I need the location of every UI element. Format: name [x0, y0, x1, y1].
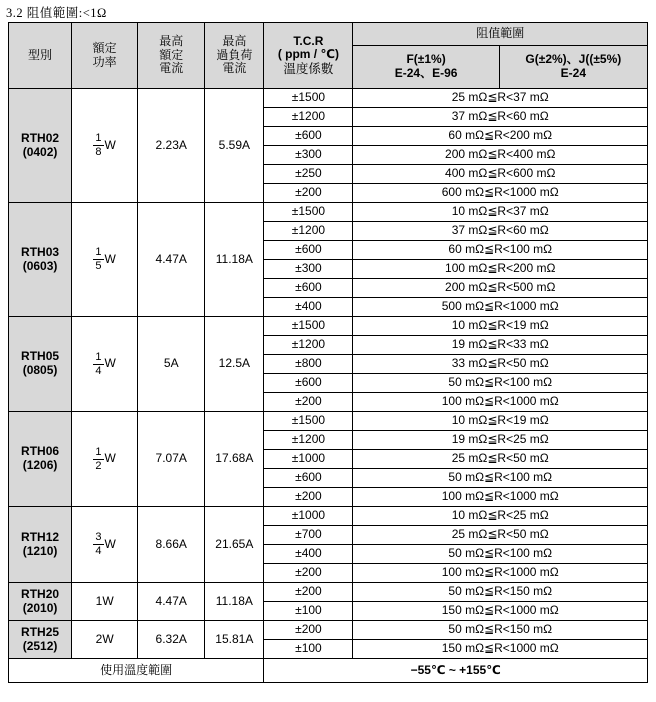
- overload-current-cell: 15.81A: [205, 621, 264, 659]
- tcr-value-cell: ±100: [264, 640, 353, 659]
- resistance-range-cell: 100 mΩ≦R<1000 mΩ: [353, 393, 648, 412]
- tcr-value-cell: ±600: [264, 469, 353, 488]
- package-code: (0805): [22, 363, 58, 377]
- model-cell: [9, 317, 72, 412]
- tcr-value-cell: ±700: [264, 526, 353, 545]
- tcr-value-cell: ±1000: [264, 507, 353, 526]
- rated-power-cell: 2W: [72, 621, 138, 659]
- tcr-value-cell: ±250: [264, 165, 353, 184]
- rated-power-cell: $\frac{1}{4}$ W: [72, 317, 138, 412]
- tcr-value-cell: ±1200: [264, 431, 353, 450]
- overload-current-cell: 21.65A: [205, 507, 264, 583]
- header-tolerance-f: F(±1%) E-24、E-96: [353, 46, 499, 89]
- table-row: [9, 203, 648, 222]
- resistance-range-cell: 600 mΩ≦R<1000 mΩ: [353, 184, 648, 203]
- overload-current-cell: 12.5A: [205, 317, 264, 412]
- resistance-range-cell: 100 mΩ≦R<200 mΩ: [353, 260, 648, 279]
- table-row: [9, 89, 648, 108]
- resistance-range-cell: 37 mΩ≦R<60 mΩ: [353, 108, 648, 127]
- operating-temp-label: 使用溫度範圍: [9, 659, 264, 683]
- resistance-range-cell: 50 mΩ≦R<150 mΩ: [353, 583, 648, 602]
- tcr-value-cell: ±1200: [264, 222, 353, 241]
- tcr-value-cell: ±200: [264, 564, 353, 583]
- resistance-range-cell: 19 mΩ≦R<33 mΩ: [353, 336, 648, 355]
- resistance-range-cell: 10 mΩ≦R<19 mΩ: [353, 317, 648, 336]
- resistance-range-cell: 150 mΩ≦R<1000 mΩ: [353, 640, 648, 659]
- tcr-value-cell: ±400: [264, 545, 353, 564]
- tcr-value-cell: ±1500: [264, 317, 353, 336]
- tcr-value-cell: ±600: [264, 241, 353, 260]
- resistance-range-cell: 200 mΩ≦R<500 mΩ: [353, 279, 648, 298]
- tcr-value-cell: ±600: [264, 374, 353, 393]
- power-fraction: $\frac{1}{2}$: [95, 445, 102, 472]
- rated-current-cell: 7.07A: [138, 412, 205, 507]
- tcr-value-cell: ±1000: [264, 450, 353, 469]
- tcr-value-cell: ±1200: [264, 108, 353, 127]
- package-code: (1206): [22, 458, 58, 472]
- header-tolerance-gj: G(±2%)、J((±5%) E-24: [499, 46, 647, 89]
- resistance-range-cell: 10 mΩ≦R<19 mΩ: [353, 412, 648, 431]
- rated-power-cell: $\frac{1}{2}$ W: [72, 412, 138, 507]
- resistance-range-cell: 100 mΩ≦R<1000 mΩ: [353, 564, 648, 583]
- package-code: (0402): [22, 144, 58, 159]
- rated-power-cell: $\frac{1}{8}$ W: [72, 89, 138, 203]
- power-fraction: $\frac{1}{4}$: [95, 350, 102, 377]
- model-cell: [9, 203, 72, 317]
- power-fraction: $\frac{1}{8}$: [95, 132, 102, 158]
- tcr-value-cell: ±200: [264, 393, 353, 412]
- resistance-range-cell: 25 mΩ≦R<50 mΩ: [353, 526, 648, 545]
- overload-current-cell: 11.18A: [205, 583, 264, 621]
- rated-power-cell: $\frac{3}{4}$ W: [72, 507, 138, 583]
- resistance-range-cell: 19 mΩ≦R<25 mΩ: [353, 431, 648, 450]
- package-code: (2512): [22, 638, 58, 653]
- resistance-range-cell: 60 mΩ≦R<200 mΩ: [353, 127, 648, 146]
- section-title: 3.2 阻值範圍:<1Ω: [6, 6, 107, 20]
- model-name: RTH06: [21, 444, 60, 459]
- tcr-value-cell: ±200: [264, 583, 353, 602]
- spec-table: [8, 22, 648, 683]
- tcr-value-cell: ±1500: [264, 89, 353, 108]
- table-row: [9, 583, 648, 602]
- resistance-range-cell: 25 mΩ≦R<37 mΩ: [353, 89, 648, 108]
- package-code: (1210): [22, 543, 58, 558]
- resistance-range-cell: 33 mΩ≦R<50 mΩ: [353, 355, 648, 374]
- header-rated-power: 額定 功率: [72, 23, 138, 89]
- model-name: RTH12: [21, 529, 60, 544]
- table-row: [9, 412, 648, 431]
- power-fraction: $\frac{3}{4}$: [95, 531, 102, 557]
- package-code: (0603): [22, 258, 58, 273]
- rated-current-cell: 5A: [138, 317, 205, 412]
- tcr-value-cell: ±200: [264, 621, 353, 640]
- resistance-range-cell: 200 mΩ≦R<400 mΩ: [353, 146, 648, 165]
- spec-table-body: [9, 89, 648, 659]
- rated-current-cell: 4.47A: [138, 583, 205, 621]
- table-row: [9, 317, 648, 336]
- model-cell: [9, 583, 72, 621]
- rated-power-cell: $\frac{1}{5}$ W: [72, 203, 138, 317]
- model-cell: [9, 412, 72, 507]
- model-name: RTH03: [21, 244, 60, 259]
- header-max-overload-current: 最高 過負荷 電流: [205, 23, 264, 89]
- overload-current-cell: 11.18A: [205, 203, 264, 317]
- tcr-value-cell: ±400: [264, 298, 353, 317]
- model-cell: [9, 507, 72, 583]
- tcr-value-cell: ±200: [264, 488, 353, 507]
- resistance-range-cell: 25 mΩ≦R<50 mΩ: [353, 450, 648, 469]
- tcr-value-cell: ±1500: [264, 412, 353, 431]
- tcr-value-cell: ±300: [264, 260, 353, 279]
- tcr-value-cell: ±800: [264, 355, 353, 374]
- header-model: 型別: [9, 23, 72, 89]
- operating-temp-value: −55℃ ~ +155℃: [264, 659, 648, 683]
- model-name: RTH20: [21, 586, 60, 601]
- resistance-range-cell: 60 mΩ≦R<100 mΩ: [353, 241, 648, 260]
- tcr-value-cell: ±200: [264, 184, 353, 203]
- overload-current-cell: 17.68A: [205, 412, 264, 507]
- rated-current-cell: 8.66A: [138, 507, 205, 583]
- resistance-range-cell: 500 mΩ≦R<1000 mΩ: [353, 298, 648, 317]
- model-cell: [9, 621, 72, 659]
- resistance-range-cell: 400 mΩ≦R<600 mΩ: [353, 165, 648, 184]
- resistance-range-cell: 37 mΩ≦R<60 mΩ: [353, 222, 648, 241]
- rated-current-cell: 4.47A: [138, 203, 205, 317]
- header-max-rated-current: 最高 額定 電流: [138, 23, 205, 89]
- tcr-value-cell: ±300: [264, 146, 353, 165]
- resistance-range-cell: 10 mΩ≦R<25 mΩ: [353, 507, 648, 526]
- table-row: [9, 621, 648, 640]
- package-code: (2010): [22, 600, 58, 615]
- model-name: RTH25: [21, 624, 60, 639]
- model-name: RTH02: [21, 130, 60, 145]
- resistance-range-cell: 50 mΩ≦R<100 mΩ: [353, 545, 648, 564]
- resistance-range-cell: 50 mΩ≦R<100 mΩ: [353, 374, 648, 393]
- tcr-value-cell: ±600: [264, 279, 353, 298]
- tcr-value-cell: ±600: [264, 127, 353, 146]
- tcr-value-cell: ±1500: [264, 203, 353, 222]
- resistance-range-cell: 100 mΩ≦R<1000 mΩ: [353, 488, 648, 507]
- resistance-range-cell: 50 mΩ≦R<100 mΩ: [353, 469, 648, 488]
- rated-current-cell: 6.32A: [138, 621, 205, 659]
- header-tcr: T.C.R ( ppm / ℃) 溫度係數: [264, 23, 353, 89]
- model-cell: [9, 89, 72, 203]
- table-row: [9, 507, 648, 526]
- footer-row: [9, 659, 648, 683]
- rated-current-cell: 2.23A: [138, 89, 205, 203]
- power-fraction: $\frac{1}{5}$: [95, 246, 102, 272]
- resistance-range-cell: 150 mΩ≦R<1000 mΩ: [353, 602, 648, 621]
- tcr-value-cell: ±1200: [264, 336, 353, 355]
- model-name: RTH05: [21, 349, 60, 364]
- tcr-value-cell: ±100: [264, 602, 353, 621]
- resistance-range-cell: 10 mΩ≦R<37 mΩ: [353, 203, 648, 222]
- overload-current-cell: 5.59A: [205, 89, 264, 203]
- rated-power-cell: 1W: [72, 583, 138, 621]
- resistance-range-cell: 50 mΩ≦R<150 mΩ: [353, 621, 648, 640]
- header-resistance-range: 阻值範圍: [353, 23, 648, 46]
